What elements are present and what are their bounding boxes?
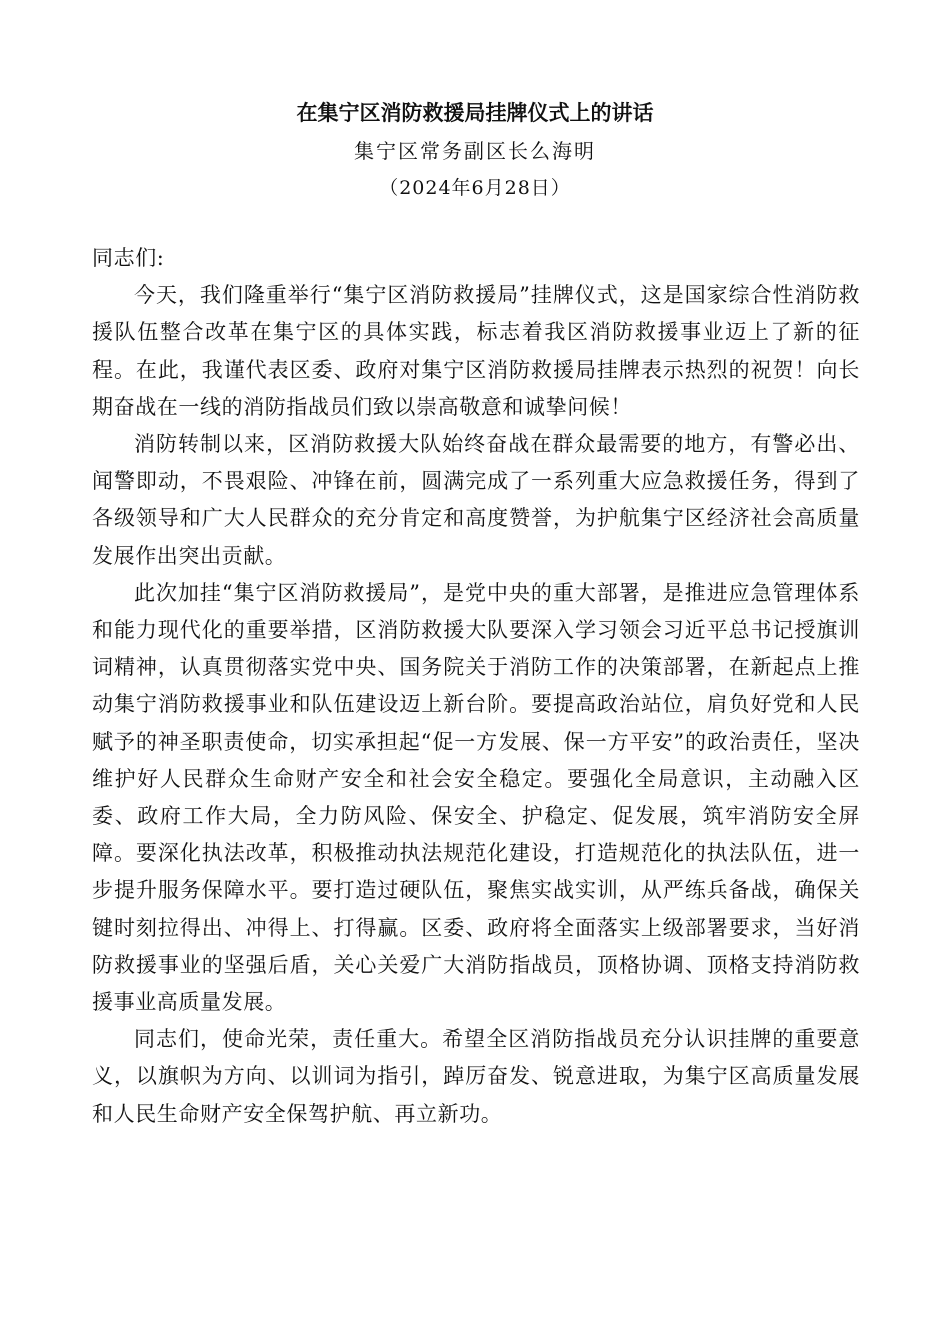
paragraph-1: 今天，我们隆重举行“集宁区消防救援局”挂牌仪式，这是国家综合性消防救援队伍整合改革在集宁区的具体实践，标志着我区消防救援事业迈上了新的征程。在此，我谨代表区委、政府对集宁区消防救援局挂牌表示热烈的祝贺！向长期奋战在一线的消防指战员们致以崇高敬意和诚挚问候！	[92, 283, 860, 419]
paragraph-2: 消防转制以来，区消防救援大队始终奋战在群众最需要的地方，有警必出、闻警即动，不畏艰险、冲锋在前，圆满完成了一系列重大应急救援任务，得到了各级领导和广大人民群众的充分肯定和高度赞誉，为护航集宁区经济社会高质量发展作出突出贡献。	[92, 432, 860, 568]
paragraph-3: 此次加挂“集宁区消防救援局”，是党中央的重大部署，是推进应急管理体系和能力现代化的重要举措，区消防救援大队要深入学习领会习近平总书记授旗训词精神，认真贯彻落实党中央、国务院关于消防工作的决策部署，在新起点上推动集宁消防救援事业和队伍建设迈上新台阶。要提高政治站位，肩负好党和人民赋予的神圣职责使命，切实承担起“促一方发展、保一方平安”的政治责任，坚决维护好人民群众生命财产安全和社会安全稳定。要强化全局意识，主动融入区委、政府工作大局，全力防风险、保安全、护稳定、促发展，筑牢消防安全屏障。要深化执法改革，积极推动执法规范化建设，打造规范化的执法队伍，进一步提升服务保障水平。要打造过硬队伍，聚焦实战实训，从严练兵备战，确保关键时刻拉得出、冲得上、打得赢。区委、政府将全面落实上级部署要求，当好消防救援事业的坚强后盾，关心关爱广大消防指战员，顶格协调、顶格支持消防救援事业高质量发展。	[92, 580, 860, 1015]
paragraph-4: 同志们，使命光荣，责任重大。希望全区消防指战员充分认识挂牌的重要意义，以旗帜为方向、以训词为指引，踔厉奋发、锐意进取，为集宁区高质量发展和人民生命财产安全保驾护航、再立新功。	[92, 1027, 860, 1126]
speech-body	[92, 240, 860, 1133]
speech-date: （2024年6月28日）	[379, 177, 571, 199]
salutation: 同志们:	[92, 246, 165, 270]
speech-author: 集宁区常务副区长么海明	[354, 139, 596, 163]
speech-title: 在集宁区消防救援局挂牌仪式上的讲话	[296, 100, 654, 125]
